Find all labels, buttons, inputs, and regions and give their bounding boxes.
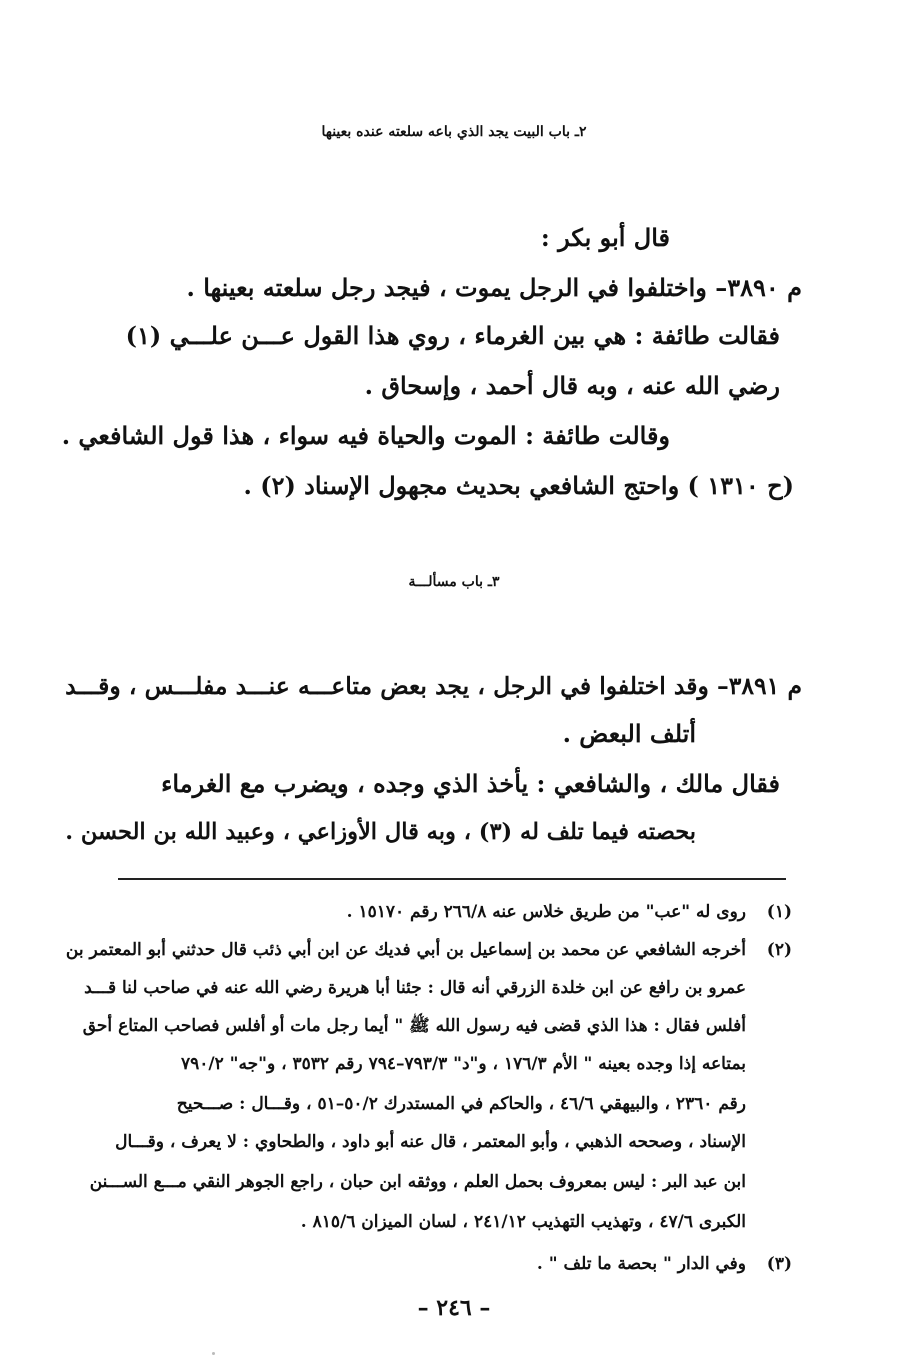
- speaker-line: قال أبو بكر :: [540, 223, 670, 252]
- opinion-line-1-cont: رضي الله عنه ، وبه قال أحمد ، وإسحاق .: [364, 371, 780, 400]
- opinion-line-1: فقالت طائفة : هي بين الغرماء ، روي هذا القول عـــن علـــي (١): [125, 321, 780, 350]
- footnote-2-line-2: عمرو بن رافع عن ابن خلدة الزرقي أنه قال : جئنا أبا هريرة رضي الله عنه في صاحب لنا قـــد: [84, 978, 746, 998]
- footnote-1-text: روى له "عب" من طريق خلاس عنه ٢٦٦/٨ رقم ١٥١٧٠ .: [346, 902, 746, 922]
- footnote-3-number: (٣): [766, 1254, 792, 1274]
- footnote-3-text: وفي الدار " بحصة ما تلف " .: [536, 1254, 746, 1274]
- footnote-2-line-8: الكبرى ٤٧/٦ ، وتهذيب التهذيب ٢٤١/١٢ ، لسان الميزان ٨١٥/٦ .: [300, 1212, 746, 1232]
- footnote-2-number: (٢): [766, 940, 792, 960]
- opinion-line-2: وقالت طائفة : الموت والحياة فيه سواء ، هذا قول الشافعي .: [61, 421, 670, 450]
- footnote-2-line-1: أخرجه الشافعي عن محمد بن إسماعيل بن أبي فديك عن ابن أبي ذئب قال حدثني أبو المعتمر بن: [65, 940, 746, 960]
- chapter-heading-2: ٢ـ باب البيت يجد الذي باعه سلعته عنده بعينها: [321, 124, 587, 140]
- footnote-2-line-6: الإسناد ، وصححه الذهبي ، وأبو المعتمر ، قال عنه أبو داود ، والطحاوي : لا يعرف ، وقـــال: [115, 1132, 746, 1152]
- chapter-heading-3: ٣ـ باب مسألـــة: [408, 574, 500, 590]
- footnote-2-line-4: بمتاعه إذا وجده بعينه " الأم ١٧٦/٣ ، و"د" ٧٩٣/٣–٧٩٤ رقم ٣٥٣٢ ، و"جه" ٧٩٠/٢: [181, 1054, 746, 1074]
- malik-opinion-line: فقال مالك ، والشافعي : يأخذ الذي وجده ، ويضرب مع الغرماء: [161, 769, 780, 798]
- issue-3891-line: م ٣٨٩١– وقد اختلفوا في الرجل ، يجد بعض متاعـــه عنـــد مفلـــس ، وقـــد: [65, 672, 802, 700]
- issue-3890-line: م ٣٨٩٠– واختلفوا في الرجل يموت ، فيجد رجل سلعته بعينها .: [186, 273, 802, 302]
- footnote-separator: [118, 878, 786, 880]
- issue-3891-line-cont: أتلف البعض .: [562, 719, 696, 748]
- hadith-1310-line: (ح ١٣١٠ ) واحتج الشافعي بحديث مجهول الإسناد (٢) .: [243, 471, 794, 500]
- scan-speck: [212, 1352, 215, 1355]
- footnote-2-line-3: أفلس فقال : هذا الذي قضى فيه رسول الله ﷺ " أيما رجل مات أو أفلس فصاحب المتاع أحق: [82, 1016, 746, 1036]
- footnote-1-number: (١): [766, 902, 792, 922]
- footnote-2-line-5: رقم ٢٣٦٠ ، والبيهقي ٤٦/٦ ، والحاكم في المستدرك ٥٠/٢–٥١ ، وقـــال : صـــحيح: [176, 1094, 746, 1114]
- page-number: – ٢٤٦ –: [417, 1295, 491, 1321]
- malik-opinion-line-cont: بحصته فيما تلف له (٣) ، وبه قال الأوزاعي ، وعبيد الله بن الحسن .: [65, 819, 696, 845]
- footnote-2-line-7: ابن عبد البر : ليس بمعروف بحمل العلم ، ووثقه ابن حبان ، راجع الجوهر النقي مـــع الســـنن: [89, 1172, 746, 1192]
